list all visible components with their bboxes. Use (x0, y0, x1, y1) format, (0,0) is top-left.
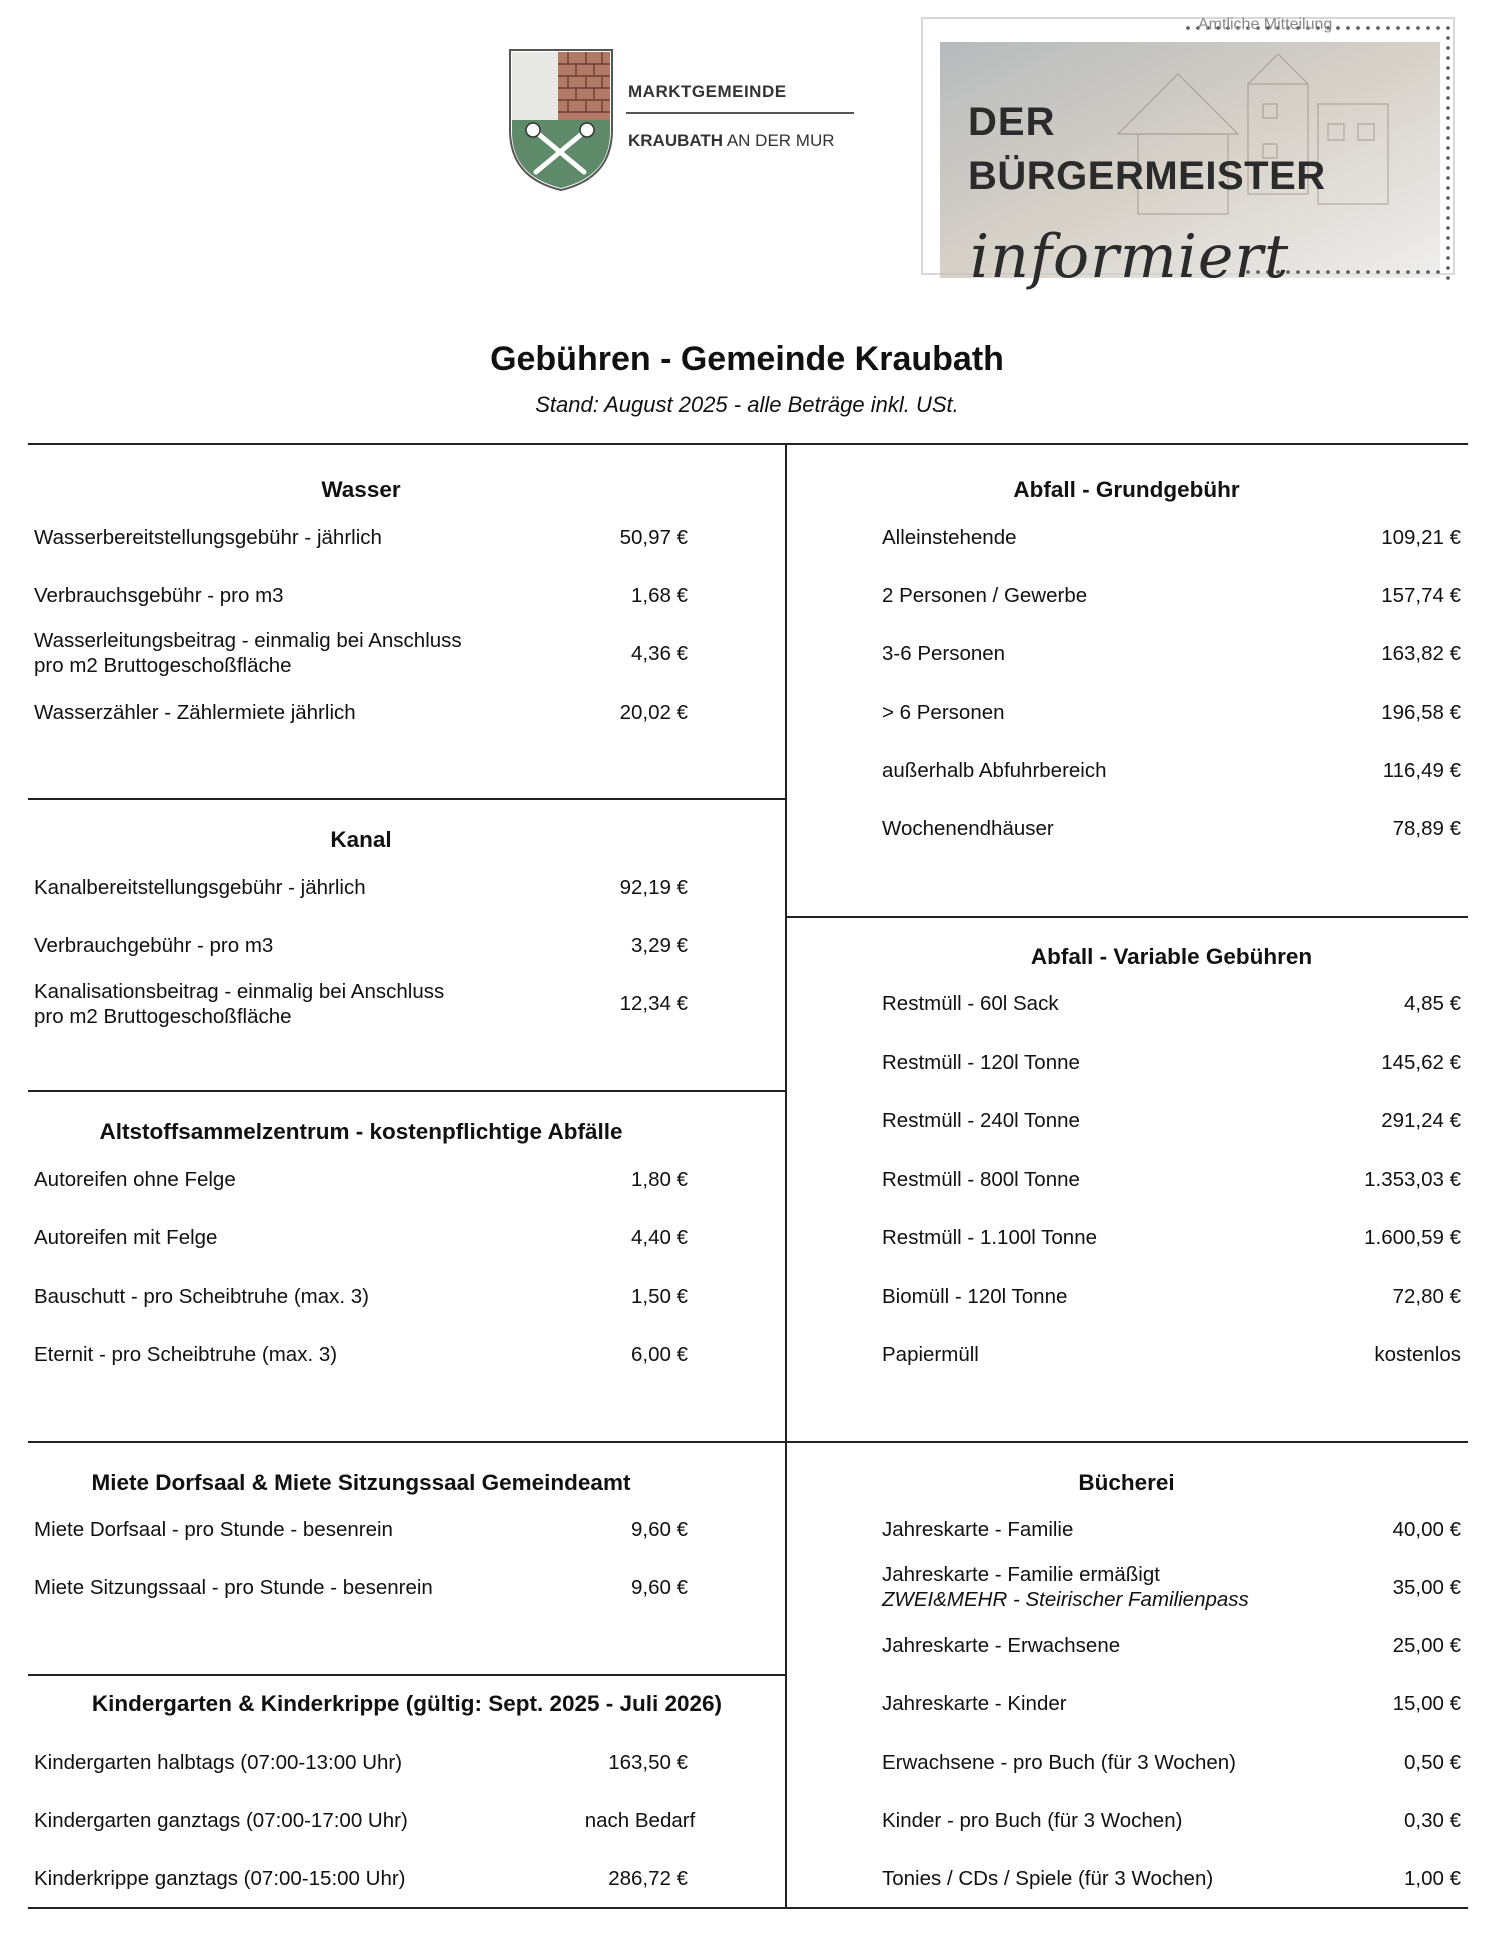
fee-value: 6,00 € (631, 1343, 688, 1366)
fee-label: Verbrauchgebühr - pro m3 (34, 934, 274, 957)
fee-value: kostenlos (1374, 1343, 1461, 1366)
fee-label: Jahreskarte - Erwachsene (882, 1634, 1121, 1657)
fee-value: 25,00 € (1392, 1634, 1461, 1657)
fee-label-line2: pro m2 Bruttogeschoßfläche (34, 1005, 292, 1028)
fee-label: Erwachsene - pro Buch (für 3 Wochen) (882, 1751, 1236, 1774)
fee-value: 0,50 € (1404, 1751, 1461, 1774)
familienpass-note: ZWEI&MEHR - Steirischer Familienpass (882, 1588, 1249, 1611)
fee-label: Kindergarten ganztags (07:00-17:00 Uhr) (34, 1809, 408, 1832)
municipality-name-bold: KRAUBATH (628, 131, 724, 150)
section-title-altstoff: Altstoffsammelzentrum - kostenpflichtige Abfälle (99, 1119, 623, 1144)
fee-label-line2 (882, 1587, 1249, 1612)
fee-value: 1,68 € (631, 584, 688, 607)
fee-value: 163,82 € (1381, 642, 1461, 665)
stamp-tag-official-notice: Amtliche Mitteilung (1198, 16, 1333, 33)
fee-label: Restmüll - 60l Sack (882, 992, 1059, 1015)
section-title-abfall-grund: Abfall - Grundgebühr (1013, 477, 1240, 502)
fee-label: Verbrauchsgebühr - pro m3 (34, 584, 284, 607)
fee-label: 3-6 Personen (882, 642, 1006, 665)
stamp-title-buergermeister: BÜRGERMEISTER (968, 154, 1326, 198)
fee-label: Restmüll - 1.100l Tonne (882, 1226, 1097, 1249)
fee-label: Miete Sitzungssaal - pro Stunde - besenrein (34, 1576, 433, 1599)
fee-value: 9,60 € (631, 1576, 688, 1599)
fee-value: 20,02 € (619, 701, 688, 724)
fee-label: Biomüll - 120l Tonne (882, 1285, 1068, 1308)
fee-value: 157,74 € (1381, 584, 1461, 607)
fee-value: 12,34 € (619, 992, 688, 1015)
fee-label: Wasserzähler - Zählermiete jährlich (34, 701, 356, 724)
fee-value: 78,89 € (1392, 817, 1461, 840)
municipality-name-line2 (628, 131, 835, 151)
divider-wasser-kanal (28, 798, 786, 800)
page-subtitle: Stand: August 2025 - alle Beträge inkl. USt. (535, 392, 959, 417)
fee-label: Restmüll - 800l Tonne (882, 1168, 1080, 1191)
fee-label: Autoreifen ohne Felge (34, 1168, 236, 1191)
fee-label: Jahreskarte - Kinder (882, 1692, 1067, 1715)
fee-label: Bauschutt - pro Scheibtruhe (max. 3) (34, 1285, 369, 1308)
column-divider (785, 443, 787, 1908)
header-divider (626, 112, 854, 114)
fee-label: Papiermüll (882, 1343, 979, 1366)
fee-label: Restmüll - 240l Tonne (882, 1109, 1080, 1132)
fee-label: Kinder - pro Buch (für 3 Wochen) (882, 1809, 1183, 1832)
fee-value: 163,50 € (608, 1751, 688, 1774)
fee-label: Wochenendhäuser (882, 817, 1054, 840)
section-title-wasser: Wasser (321, 477, 401, 502)
section-title-buecherei: Bücherei (1078, 1470, 1175, 1495)
fee-value: 1,00 € (1404, 1867, 1461, 1890)
section-title-miete: Miete Dorfsaal & Miete Sitzungssaal Gemeindeamt (91, 1470, 631, 1495)
fee-value: 116,49 € (1382, 759, 1461, 782)
fee-label: außerhalb Abfuhrbereich (882, 759, 1107, 782)
fee-label: Jahreskarte - Familie (882, 1518, 1074, 1541)
section-title-abfall-variable: Abfall - Variable Gebühren (1030, 944, 1313, 969)
fee-value: 50,97 € (619, 526, 688, 549)
fee-value: 1,50 € (631, 1285, 688, 1308)
fee-label-line2: pro m2 Bruttogeschoßfläche (34, 654, 292, 677)
fee-value: 4,40 € (631, 1226, 688, 1249)
fee-value: 0,30 € (1404, 1809, 1461, 1832)
fee-value: 145,62 € (1381, 1051, 1461, 1074)
fee-label: Kanalbereitstellungsgebühr - jährlich (34, 876, 366, 899)
fee-value: 1.353,03 € (1364, 1168, 1461, 1191)
divider-kanal-altstoff (28, 1090, 786, 1092)
fee-value: 4,85 € (1404, 992, 1461, 1015)
fee-value: 3,29 € (631, 934, 688, 957)
fee-label: Tonies / CDs / Spiele (für 3 Wochen) (882, 1867, 1214, 1890)
fee-label: Restmüll - 120l Tonne (882, 1051, 1080, 1074)
section-title-kindergarten: Kindergarten & Kinderkrippe (gültig: Sept. 2025 - Juli 2026) (91, 1691, 723, 1716)
section-title-kanal: Kanal (330, 827, 392, 852)
stamp-title-der: DER (968, 100, 1056, 144)
fee-label: > 6 Personen (882, 701, 1005, 724)
fee-value: 40,00 € (1392, 1518, 1461, 1541)
fee-value: 15,00 € (1392, 1692, 1461, 1715)
fee-label: Autoreifen mit Felge (34, 1226, 218, 1249)
table-bottom-rule (28, 1907, 1468, 1909)
fee-value: 291,24 € (1381, 1109, 1461, 1132)
fee-label: Miete Dorfsaal - pro Stunde - besenrein (34, 1518, 393, 1541)
fee-label: Kinderkrippe ganztags (07:00-15:00 Uhr) (34, 1867, 406, 1890)
fee-value: 9,60 € (631, 1518, 688, 1541)
fee-label: Jahreskarte - Familie ermäßigt (882, 1563, 1160, 1586)
fee-value: 72,80 € (1392, 1285, 1461, 1308)
municipality-name-rest: AN DER MUR (723, 131, 835, 150)
fee-label: Eternit - pro Scheibtruhe (max. 3) (34, 1343, 338, 1366)
fee-value: 196,58 € (1381, 701, 1461, 724)
divider-grund-variable (785, 916, 1468, 918)
municipal-crest-logo (506, 46, 616, 194)
fee-value: 4,36 € (631, 642, 688, 665)
fee-value: 286,72 € (608, 1867, 688, 1890)
fee-value: nach Bedarf (584, 1809, 696, 1832)
table-top-rule (28, 443, 1468, 445)
fee-label: Kindergarten halbtags (07:00-13:00 Uhr) (34, 1751, 403, 1774)
fee-label: Wasserbereitstellungsgebühr - jährlich (34, 526, 382, 549)
fee-value: 1.600,59 € (1364, 1226, 1461, 1249)
municipality-name-line1: MARKTGEMEINDE (628, 82, 787, 101)
fee-value: 92,19 € (619, 876, 688, 899)
fee-label: Alleinstehende (882, 526, 1017, 549)
stamp-title-informiert: informiert (970, 222, 1290, 292)
fee-label: Kanalisationsbeitrag - einmalig bei Anschluss (34, 980, 445, 1003)
fee-value: 35,00 € (1392, 1576, 1461, 1599)
divider-variable-buecherei (785, 1441, 1468, 1443)
divider-miete-kindergarten (28, 1674, 786, 1676)
fee-value: 1,80 € (631, 1168, 688, 1191)
fee-label: 2 Personen / Gewerbe (882, 584, 1088, 607)
divider-altstoff-miete (28, 1441, 786, 1443)
page-title: Gebühren - Gemeinde Kraubath (490, 340, 1004, 378)
fee-label: Wasserleitungsbeitrag - einmalig bei Anschluss (34, 629, 462, 652)
fee-value: 109,21 € (1381, 526, 1461, 549)
